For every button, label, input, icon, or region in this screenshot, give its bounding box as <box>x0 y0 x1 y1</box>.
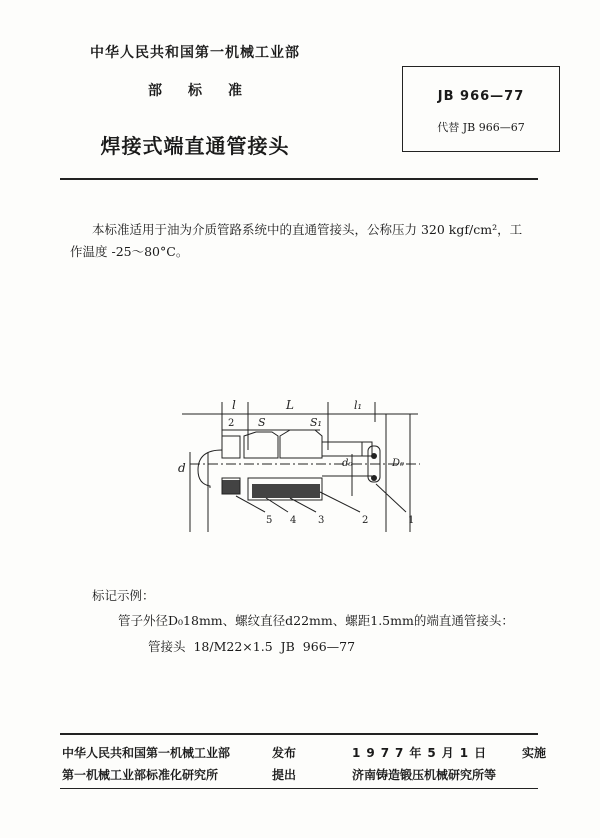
callout-4: 4 <box>290 515 297 526</box>
scope-paragraph <box>70 219 562 263</box>
example-description: 管子外径D₀18mm、螺纹直径d22mm、螺距1.5mm的端直通管接头： <box>118 613 514 628</box>
footer-divider-top <box>60 733 538 735</box>
standard-title: 焊接式端直通管接头 <box>100 134 290 158</box>
dim-S1: S₁ <box>310 416 322 429</box>
footer-issued: 发布 <box>272 746 297 760</box>
dim-S: S <box>258 416 266 429</box>
fitting-drawing <box>170 392 430 532</box>
scope-line-1: 本标准适用于油为介质管路系统中的直通管接头，公称压力 320 kgf/cm²，工 <box>92 222 523 237</box>
ministry-name: 中华人民共和国第一机械工业部 <box>90 45 300 61</box>
standard-level: 部标准 <box>148 83 268 99</box>
dim-L: L <box>286 398 294 412</box>
footer-implemented: 实施 <box>522 746 547 760</box>
footer-date: 1977年5月1日 <box>352 746 493 760</box>
example-heading: 标记示例： <box>92 588 155 603</box>
standard-code: JB 966—77 <box>437 89 525 104</box>
dim-d: d <box>178 461 186 475</box>
scope-line-2: 作温度 -25～80°C。 <box>70 244 189 259</box>
footer-issuer: 中华人民共和国第一机械工业部 <box>62 746 231 760</box>
footer-proposer: 第一机械工业部标准化研究所 <box>62 768 219 782</box>
standard-code-box <box>402 66 560 152</box>
footer-divider-bottom <box>60 788 538 789</box>
dim-D0: D₀ <box>392 458 405 469</box>
callout-2: 2 <box>362 515 369 526</box>
example-mark: 管接头 18/M22×1.5 JB 966—77 <box>148 639 356 654</box>
dim-l: l <box>232 398 236 412</box>
footer-proposed: 提出 <box>272 768 297 782</box>
dim-2: 2 <box>228 418 235 429</box>
callout-5: 5 <box>266 515 273 526</box>
callout-1: 1 <box>408 515 415 526</box>
callout-3: 3 <box>318 515 325 526</box>
dim-l1: l₁ <box>354 399 362 412</box>
dim-d0: d₀ <box>342 458 353 469</box>
replaces-code: 代替 JB 966—67 <box>437 121 525 134</box>
footer-drafter: 济南铸造锻压机械研究所等 <box>352 768 497 782</box>
header-divider <box>60 178 538 180</box>
